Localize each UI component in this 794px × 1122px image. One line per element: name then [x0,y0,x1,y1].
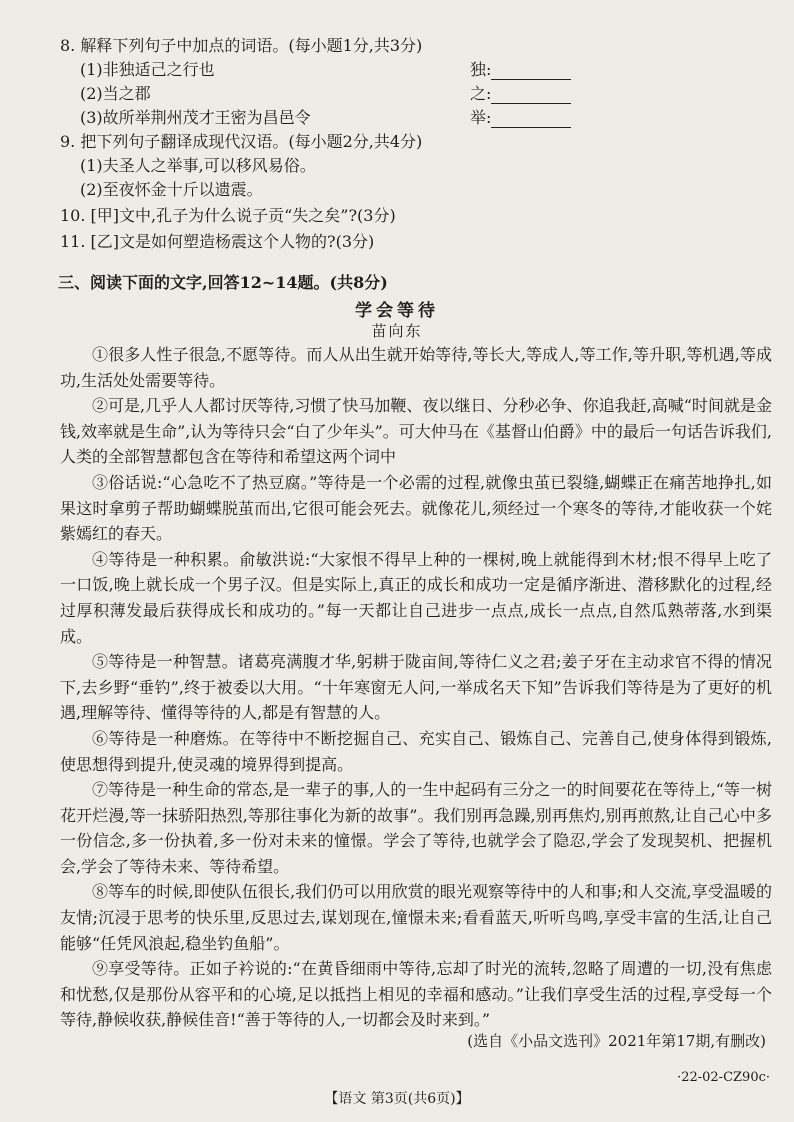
q8-answer-label-2: 之: [470,84,492,103]
q11-prompt: 11. [乙]文是如何塑造杨震这个人物的?(3分) [60,232,375,251]
q8-answer-2 [470,84,571,104]
q9-prompt: 9. 把下列句子翻译成现代汉语。(每小题2分,共4分) [60,132,423,151]
q8-item-3: (3)故所举荆州茂才王密为昌邑令 [80,108,311,127]
article-title: 学会等待 [355,301,439,321]
q8-answer-label-1: 独: [470,60,492,79]
q8-item-2: (2)当之郡 [80,84,151,103]
paragraph-6: ⑥等待是一种磨炼。在等待中不断挖掘自己、充实自己、锻炼自己、完善自己,使身体得到锻炼,使思想得到提升,使灵魂的境界得到提高。 [60,728,772,774]
q10-prompt: 10. [甲]文中,孔子为什么说子贡“失之矣”?(3分) [60,206,396,225]
article-source: (选自《小品文选刊》2021年第17期,有删改) [467,1032,766,1050]
q9-item-1: (1)夫圣人之举事,可以移风易俗。 [80,156,316,175]
paragraph-2: ②可是,几乎人人都讨厌等待,习惯了快马加鞭、夜以继日、分秒必争、你追我赶,高喊“时间就是金钱,效率就是生命”,认为等待只会“白了少年头”。可大仲马在《基督山伯爵》中的最后一句话告诉我们,人类的全部智慧都包含在等待和希望这两个词中 [60,396,772,467]
answer-blank [491,111,571,128]
q8-item-1: (1)非独适己之行也 [80,60,215,79]
page-footer: 【语文 第3页(共6页)】 [324,1091,470,1107]
exam-code: ·22-02-CZ90c· [677,1070,770,1085]
paragraph-4: ④等待是一种积累。俞敏洪说:“大家恨不得早上种的一棵树,晚上就能得到木材;恨不得早上吃了一口饭,晚上就长成一个男子汉。但是实际上,真正的成长和成功一定是循序渐进、潜移默化的过程,经过厚积薄发最后获得成长和成功的。”每一天都让自己进步一点点,成长一点点,自然瓜熟蒂落,水到渠成。 [60,549,772,646]
q8-answer-3 [470,108,571,128]
q8-answer-label-3: 举: [470,108,492,127]
paragraph-9: ⑨享受等待。正如子衿说的:“在黄昏细雨中等待,忘却了时光的流转,忽略了周遭的一切,没有焦虑和忧愁,仅是那份从容平和的心境,足以抵挡上相见的幸福和感动。”让我们享受生活的过程,享受每一个等待,静候收获,静候佳音!“善于等待的人,一切都会及时来到。” [60,959,772,1030]
article-author: 苗向东 [371,322,423,340]
answer-blank [491,87,571,104]
q8-answer-1 [470,60,571,80]
paragraph-7: ⑦等待是一种生命的常态,是一辈子的事,人的一生中起码有三分之一的时间要花在等待上,“等一树花开烂漫,等一抹骄阳热烈,等那往事化为新的故事”。我们别再急躁,别再焦灼,别再煎熬,让自己心中多一份信念,多一份执着,多一份对未来的憧憬。学会了等待,也就学会了隐忍,学会了发现契机、把握机会,学会了等待未来、等待希望。 [60,780,772,876]
section-heading: 三、阅读下面的文字,回答12~14题。(共8分) [58,273,388,292]
q8-prompt: 8. 解释下列句子中加点的词语。(每小题1分,共3分) [60,36,423,55]
paragraph-5: ⑤等待是一种智慧。诸葛亮满腹才华,躬耕于陇亩间,等待仁义之君;姜子牙在主动求官不得的情况下,去乡野“垂钓”,终于被委以大用。“十年寒窗无人问,一举成名天下知”告诉我们等待是为了更好的机遇,理解等待、懂得等待的人,都是有智慧的人。 [60,652,772,723]
paragraph-8: ⑧等车的时候,即使队伍很长,我们仍可以用欣赏的眼光观察等待中的人和事;和人交流,享受温暖的友情;沉浸于思考的快乐里,反思过去,谋划现在,憧憬未来;看看蓝天,听听鸟鸣,享受丰富的生活,让自己能够“任凭风浪起,稳坐钓鱼船”。 [60,882,772,953]
paragraph-1: ①很多人性子很急,不愿等待。而人从出生就开始等待,等长大,等成人,等工作,等升职,等机遇,等成功,生活处处需要等待。 [60,345,772,390]
paragraph-3: ③俗话说:“心急吃不了热豆腐。”等待是一个必需的过程,就像虫茧已裂缝,蝴蝶正在痛苦地挣扎,如果这时拿剪子帮助蝴蝶脱茧而出,它很可能会死去。就像花儿,须经过一个寒冬的等待,才能收获一个姹紫嫣红的春天。 [60,472,772,544]
q9-item-2: (2)至夜怀金十斤以遗震。 [80,180,263,199]
article-body [60,342,772,1033]
answer-blank [491,63,571,80]
